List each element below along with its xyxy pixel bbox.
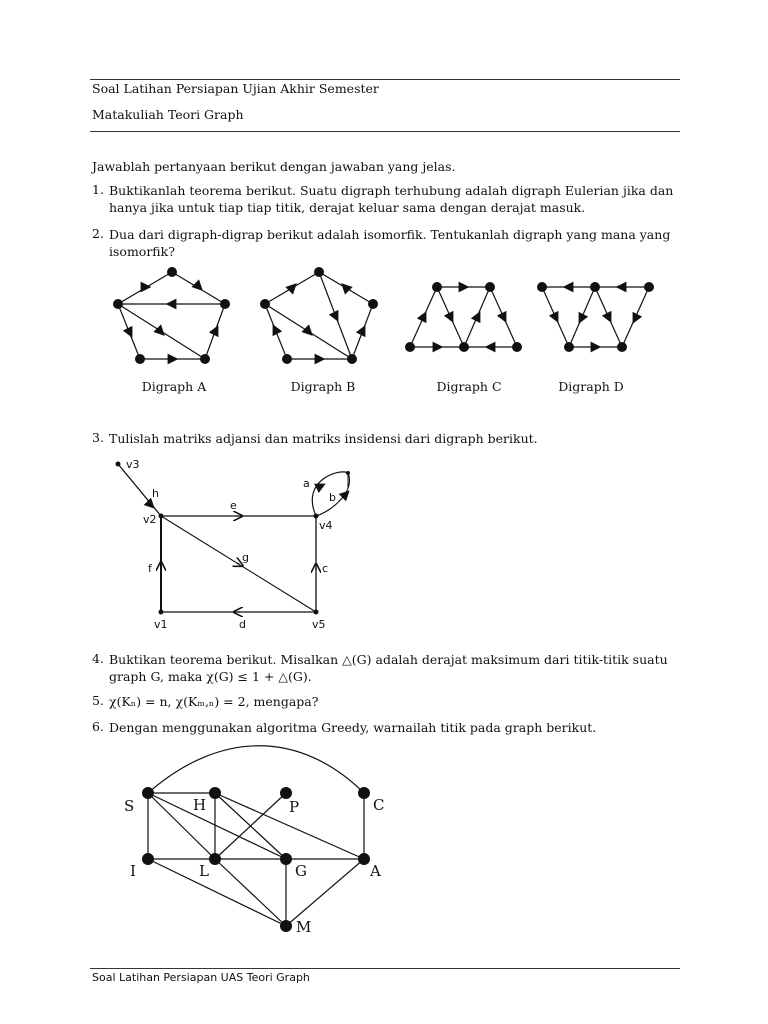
course-title: Matakuliah Teori Graph xyxy=(92,107,244,122)
q5-line1: χ(Kₙ) = n, χ(Kₘ,ₙ) = 2, mengapa? xyxy=(109,694,319,709)
label-l: L xyxy=(199,862,209,880)
q4-line2: graph G, maka χ(G) ≤ 1 + △(G). xyxy=(109,669,312,684)
q4-number: 4. xyxy=(92,651,104,666)
label-s: S xyxy=(124,797,135,815)
caption-digraph-a: Digraph A xyxy=(141,379,207,394)
label-v4: v4 xyxy=(319,519,333,532)
label-edge-d: d xyxy=(239,618,246,631)
q3-digraph xyxy=(0,455,768,635)
q1-number: 1. xyxy=(92,182,104,197)
label-h: H xyxy=(193,796,207,814)
q1-line1: Buktikanlah teorema berikut. Suatu digraph terhubung adalah digraph Eulerian jika dan xyxy=(109,183,674,198)
label-edge-b: b xyxy=(329,491,336,504)
q4-line1: Buktikan teorema berikut. Misalkan △(G) adalah derajat maksimum dari titik-titik suatu xyxy=(109,652,668,667)
q5-number: 5. xyxy=(92,693,104,708)
edge-s-c xyxy=(148,746,364,793)
q2-number: 2. xyxy=(92,226,104,241)
label-v2: v2 xyxy=(143,513,157,526)
label-v5: v5 xyxy=(312,618,326,631)
q3-number: 3. xyxy=(92,430,104,445)
digraph-a xyxy=(118,272,225,359)
label-p: P xyxy=(289,798,300,816)
label-g: G xyxy=(295,862,307,880)
label-edge-a: a xyxy=(303,477,310,490)
digraphs-figure xyxy=(0,260,768,380)
q3-line1: Tulislah matriks adjansi dan matriks insidensi dari digraph berikut. xyxy=(109,431,538,446)
label-edge-f: f xyxy=(148,562,152,575)
intro-text: Jawablah pertanyaan berikut dengan jawaban yang jelas. xyxy=(92,159,456,174)
header-rule xyxy=(90,131,680,132)
caption-digraph-b: Digraph B xyxy=(290,379,356,394)
label-v3: v3 xyxy=(126,458,140,471)
top-rule xyxy=(90,79,680,80)
label-edge-h: h xyxy=(152,487,159,500)
q1-line2: hanya jika untuk tiap tiap titik, derajat keluar sama dengan derajat masuk. xyxy=(109,200,586,215)
label-i: I xyxy=(130,862,136,880)
q6-graph xyxy=(0,745,768,945)
footer-text: Soal Latihan Persiapan UAS Teori Graph xyxy=(92,971,310,984)
footer-rule xyxy=(90,968,680,969)
label-edge-g: g xyxy=(242,551,249,564)
label-m: M xyxy=(296,918,312,936)
digraph-c xyxy=(410,287,517,347)
label-edge-c: c xyxy=(322,562,329,575)
label-v1: v1 xyxy=(154,618,168,631)
digraph-b xyxy=(265,272,373,359)
label-a: A xyxy=(370,862,381,880)
q2-line1: Dua dari digraph-digrap berikut adalah isomorfik. Tentukanlah digraph yang mana yang xyxy=(109,227,671,242)
label-c: C xyxy=(373,796,385,814)
label-edge-e: e xyxy=(230,499,237,512)
q6-number: 6. xyxy=(92,719,104,734)
caption-digraph-c: Digraph C xyxy=(436,379,502,394)
caption-digraph-d: Digraph D xyxy=(558,379,624,394)
q6-line1: Dengan menggunakan algoritma Greedy, warnailah titik pada graph berikut. xyxy=(109,720,597,735)
digraph-d xyxy=(542,287,649,347)
doc-title: Soal Latihan Persiapan Ujian Akhir Semester xyxy=(92,81,379,96)
q2-line2: isomorfik? xyxy=(109,244,175,259)
